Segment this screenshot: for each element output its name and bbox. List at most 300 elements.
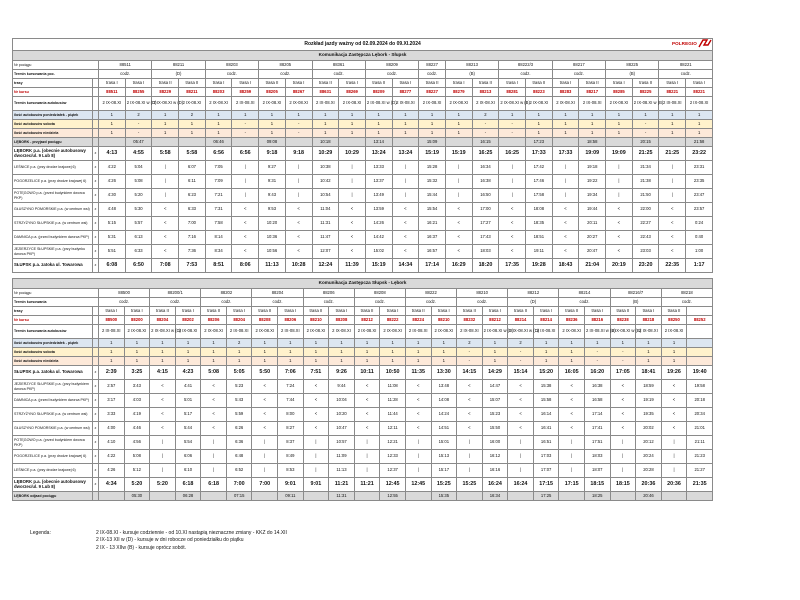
departure-time: 7:53: [179, 259, 206, 273]
departure-time: |: [499, 161, 526, 175]
buses-sunday-cell: 1: [533, 357, 559, 366]
departure-time: |: [152, 161, 179, 175]
departure-time: 19:19: [636, 394, 662, 408]
departure-time: 5:20: [125, 189, 152, 203]
departure-time: 19:26: [661, 366, 687, 380]
departure-time: <: [559, 408, 585, 422]
stop-row: [13, 147, 713, 161]
departure-time: 21:25: [632, 147, 659, 161]
departure-time: 6:48: [226, 450, 252, 464]
departure-time: |: [606, 161, 633, 175]
buses-weekday-cell: 1: [659, 111, 686, 120]
buses-weekday-cell: 1: [431, 339, 457, 348]
buses-saturday: [13, 120, 713, 129]
departure-time: 13:24: [392, 147, 419, 161]
train-number: 88211: [152, 61, 205, 70]
train-arrival-cell: 18:58: [579, 138, 606, 147]
course-number-cell: 88232: [457, 316, 483, 325]
departure-time: 9:31: [259, 175, 286, 189]
departure-time: 16:12: [482, 450, 508, 464]
departure-time: 18:20: [472, 259, 499, 273]
course-number-cell: 88211: [179, 88, 206, 97]
buses-saturday-cell: 1: [365, 120, 392, 129]
stop-name: STRZYŻYNO SŁUPSKIE p.a. (w centrum wsi): [13, 217, 93, 231]
departure-time: 16:41: [533, 422, 559, 436]
departure-time: <: [405, 408, 431, 422]
departure-time: 21:01: [687, 422, 713, 436]
departure-time: <: [354, 408, 380, 422]
route-variant-cell: trasa I: [380, 307, 406, 316]
course-number-cell: 88252: [687, 316, 713, 325]
buses-weekday-cell: 1: [354, 339, 380, 348]
row-label: ilość autobusów sobota: [13, 120, 93, 129]
train-departure-cell: [687, 492, 713, 501]
departure-time: |: [610, 464, 636, 478]
bus-days: [13, 97, 713, 111]
departure-time: 17:27: [472, 217, 499, 231]
departure-time: 6:33: [125, 245, 152, 259]
departure-time: 20:28: [636, 464, 662, 478]
row-label: ilość autobusów poniedziałek - piątek: [13, 111, 93, 120]
train-number: 88222/3: [499, 61, 552, 70]
service-days-row: [13, 298, 713, 307]
departure-time: 17:35: [499, 259, 526, 273]
train-number: 88213: [445, 61, 498, 70]
departure-time: 16:34: [472, 161, 499, 175]
departure-time: 21:11: [687, 436, 713, 450]
marker: z: [93, 245, 99, 259]
departure-time: 14:15: [457, 366, 483, 380]
buses-weekday-cell: 1: [201, 339, 227, 348]
timetable-lebork-slupsk: [12, 38, 713, 273]
buses-saturday-cell: 1: [606, 120, 633, 129]
train-departure-cell: [354, 492, 380, 501]
train-departure-cell: 09:11: [278, 492, 304, 501]
departure-time: 22:35: [659, 259, 686, 273]
train-number: 88227: [419, 61, 446, 70]
train-arrival-cell: [179, 138, 206, 147]
departure-time: 6:50: [125, 259, 152, 273]
departure-time: 19:58: [687, 380, 713, 394]
buses-weekday-cell: 1: [329, 339, 355, 348]
departure-time: 16:14: [533, 408, 559, 422]
departure-time: 4:19: [124, 408, 150, 422]
course-number-cell: 88631: [312, 88, 339, 97]
buses-sunday-cell: -: [499, 129, 526, 138]
service-days: (D): [152, 70, 205, 79]
course-number-cell: 88221: [659, 88, 686, 97]
departure-time: <: [508, 422, 534, 436]
departure-time: <: [499, 231, 526, 245]
buses-saturday-cell: -: [472, 120, 499, 129]
marker: z: [93, 147, 99, 161]
buses-sunday-cell: 1: [559, 357, 585, 366]
buses-weekday-cell: 1: [205, 111, 232, 120]
departure-time: 15:23: [482, 408, 508, 422]
departure-time: <: [354, 394, 380, 408]
departure-time: 17:15: [533, 478, 559, 492]
service-days: codz.: [99, 298, 150, 307]
departure-time: 5:23: [226, 380, 252, 394]
departure-time: 16:16: [482, 464, 508, 478]
departure-time: 8:06: [232, 259, 259, 273]
buses-sunday-cell: 1: [606, 129, 633, 138]
stop-name: LEŚNICE p.a. (przy drodze krajowej 6): [13, 161, 93, 175]
departure-time: <: [252, 380, 278, 394]
departure-time: 15:19: [445, 147, 472, 161]
stop-row: [13, 450, 713, 464]
departure-time: 11:13: [259, 259, 286, 273]
course-number-cell: 88227: [419, 88, 446, 97]
bus-days-cell: 2 IX-08.XI: [278, 325, 304, 339]
buses-sunday-cell: 1: [392, 129, 419, 138]
timetable-sheet: [12, 38, 712, 501]
departure-time: 4:22: [99, 450, 125, 464]
buses-sunday-cell: 1: [150, 357, 176, 366]
departure-time: 2:39: [99, 366, 125, 380]
route-variant-cell: trasa I: [533, 307, 559, 316]
service-days: codz.: [419, 70, 446, 79]
bus-days-cell: 2 IX-08.XI w (D): [508, 325, 534, 339]
departure-time: 23:31: [686, 161, 713, 175]
departure-time: 4:30: [99, 189, 126, 203]
departure-time: 19:22: [579, 175, 606, 189]
course-number-cell: 88214: [508, 316, 534, 325]
bus-days-cell: 2 IX-08.XI: [636, 325, 662, 339]
buses-weekday-cell: 1: [499, 111, 526, 120]
train-number: 88208: [354, 289, 405, 298]
train-departure-cell: 17:25: [533, 492, 559, 501]
bus-days-cell: 2 IX-08.XI: [552, 97, 579, 111]
route-row: [13, 279, 713, 289]
departure-time: 6:13: [125, 231, 152, 245]
bus-days-cell: 2 IX-08.XI: [533, 325, 559, 339]
departure-time: 14:29: [482, 366, 508, 380]
departure-time: 10:29: [312, 147, 339, 161]
departure-time: 5:31: [99, 231, 126, 245]
route-variant-cell: trasa I: [99, 307, 125, 316]
train-number: 88511: [99, 61, 152, 70]
stop-name: GŁUSZYNO POMORSKIE p.a. (w centrum wsi): [13, 203, 93, 217]
buses-saturday-cell: 1: [354, 348, 380, 357]
legend-line: 2 IX - 13 XIIw (B) - kursuje oprócz sobót.: [96, 544, 187, 551]
departure-time: <: [303, 408, 329, 422]
buses-weekday-cell: 1: [365, 111, 392, 120]
departure-time: <: [354, 422, 380, 436]
train-departure-cell: [661, 492, 687, 501]
marker: z: [93, 422, 99, 436]
departure-time: 17:07: [533, 464, 559, 478]
row-label: Nr pociągu: [13, 61, 99, 70]
departure-time: 7:58: [205, 217, 232, 231]
train-number: 88221: [659, 61, 713, 70]
departure-time: 13:30: [431, 366, 457, 380]
buses-weekday-cell: 1: [445, 111, 472, 120]
departure-time: <: [232, 245, 259, 259]
train-number: 88222: [405, 289, 456, 298]
service-days: codz.: [312, 70, 365, 79]
buses-weekday-cell: 1: [252, 339, 278, 348]
train-departure-cell: 11:31: [329, 492, 355, 501]
departure-time: 4:48: [99, 203, 126, 217]
departure-time: 16:37: [419, 231, 446, 245]
departure-time: 6:52: [226, 464, 252, 478]
departure-time: 8:27: [278, 422, 304, 436]
departure-time: 11:08: [380, 380, 406, 394]
departure-time: <: [457, 380, 483, 394]
route-variant-cell: trasa I: [482, 307, 508, 316]
departure-time: <: [392, 217, 419, 231]
departure-time: <: [508, 408, 534, 422]
departure-time: <: [285, 203, 312, 217]
row-label: Nr kursu: [13, 316, 93, 325]
train-arrival-cell: [606, 138, 633, 147]
stop-row: [13, 161, 713, 175]
bus-days-cell: 2 IX-08.XI w (B): [499, 97, 526, 111]
stop-name: LEŚNICE p.a. (przy drodze krajowej 6): [13, 464, 93, 478]
route-variant: [13, 79, 713, 88]
route-row: [13, 51, 713, 61]
departure-time: |: [457, 436, 483, 450]
departure-time: 10:04: [329, 394, 355, 408]
buses-sunday-cell: 1: [312, 129, 339, 138]
stop-row: [13, 217, 713, 231]
buses-saturday-cell: -: [125, 120, 152, 129]
stop-name: SŁUPSK p.a. zatoka ul. Towarowa: [13, 259, 93, 273]
marker: z: [93, 203, 99, 217]
buses-saturday-cell: 1: [150, 348, 176, 357]
departure-time: 19:44: [579, 203, 606, 217]
course-number-cell: 88500: [99, 316, 125, 325]
departure-time: 6:26: [226, 422, 252, 436]
departure-time: <: [552, 231, 579, 245]
buses-sunday-cell: -: [285, 129, 312, 138]
train-departure-cell: [99, 492, 125, 501]
marker: z: [93, 259, 99, 273]
departure-time: 5:05: [226, 366, 252, 380]
buses-sunday-cell: -: [125, 129, 152, 138]
buses-weekday-cell: 1: [339, 111, 366, 120]
route-variant-cell: trasa I: [205, 79, 232, 88]
departure-time: 7:21: [205, 189, 232, 203]
buses-saturday-cell: 1: [175, 348, 201, 357]
train-arrival-cell: [152, 138, 179, 147]
bus-days-cell: 2 IX-08.XI w (D): [125, 97, 152, 111]
departure-time: |: [303, 450, 329, 464]
train-number: 88200/1: [150, 289, 201, 298]
departure-time: |: [252, 464, 278, 478]
departure-time: 7:06: [278, 366, 304, 380]
train-number: 88214: [559, 289, 610, 298]
departure-time: 15:44: [419, 189, 446, 203]
departure-time: |: [339, 189, 366, 203]
departure-time: |: [232, 175, 259, 189]
marker: z: [93, 161, 99, 175]
departure-time: 14:47: [482, 380, 508, 394]
buses-weekday: [13, 339, 713, 348]
buses-weekday-cell: 1: [419, 111, 446, 120]
buses-saturday-cell: [687, 348, 713, 357]
departure-time: |: [232, 161, 259, 175]
course-number-cell: 88221: [686, 88, 713, 97]
departure-time: 10:11: [354, 366, 380, 380]
legend-lines: [96, 530, 287, 552]
departure-time: 4:00: [99, 422, 125, 436]
departure-time: 5:08: [124, 450, 150, 464]
marker: z: [93, 394, 99, 408]
departure-time: <: [499, 217, 526, 231]
departure-time: 14:24: [431, 408, 457, 422]
departure-time: |: [152, 175, 179, 189]
buses-weekday-cell: 1: [632, 111, 659, 120]
departure-time: |: [354, 464, 380, 478]
buses-weekday-cell: 2: [472, 111, 499, 120]
stop-row: [13, 189, 713, 203]
service-days: codz.: [150, 298, 201, 307]
departure-time: 20:24: [636, 450, 662, 464]
stop-row: [13, 478, 713, 492]
departure-time: <: [445, 203, 472, 217]
train-departure-cell: [457, 492, 483, 501]
departure-time: |: [661, 436, 687, 450]
bus-days-cell: 2 IX-08.XI: [205, 97, 232, 111]
departure-time: 4:26: [99, 464, 125, 478]
marker: z: [93, 436, 99, 450]
stop-name: LĘBORK p.a. (obecnie autobusowy dworzec/ul. 9 Lub 8): [13, 478, 93, 492]
departure-time: 20:36: [636, 478, 662, 492]
stop-name: POTĘGOWO p.a. (przed budynkiem dworca PKP): [13, 436, 93, 450]
course-number-cell: 88208: [252, 316, 278, 325]
route-variant-cell: trasa II: [632, 79, 659, 88]
departure-time: |: [152, 189, 179, 203]
service-days: codz.: [661, 298, 712, 307]
departure-time: |: [661, 450, 687, 464]
departure-time: 4:10: [99, 436, 125, 450]
bus-days-cell: 2 IX-08.XI: [303, 325, 329, 339]
bus-days-cell: 2 IX-08.XI: [579, 97, 606, 111]
buses-weekday-cell: 1: [606, 111, 633, 120]
bus-days-cell: 2 IX-08.XI: [329, 325, 355, 339]
route-variant-cell: trasa I: [686, 79, 713, 88]
departure-time: 9:18: [259, 147, 286, 161]
departure-time: |: [552, 189, 579, 203]
train-departure-cell: 20:46: [636, 492, 662, 501]
departure-time: 5:20: [124, 478, 150, 492]
buses-weekday-cell: 1: [150, 339, 176, 348]
departure-time: |: [150, 436, 176, 450]
bus-days-cell: 2 IX-08.XI: [99, 325, 125, 339]
departure-time: 1:17: [686, 259, 713, 273]
departure-time: <: [552, 203, 579, 217]
departure-time: 14:26: [365, 217, 392, 231]
departure-time: |: [354, 436, 380, 450]
train-arrival-cell: 10:18: [312, 138, 339, 147]
course-number-cell: 88205: [259, 88, 286, 97]
row-label: ilość autobusów niedziela: [13, 357, 93, 366]
departure-time: <: [150, 394, 176, 408]
departure-time: <: [559, 394, 585, 408]
stop-row: [13, 175, 713, 189]
course-number-cell: 88225: [632, 88, 659, 97]
departure-time: 19:35: [636, 408, 662, 422]
departure-time: 8:53: [278, 464, 304, 478]
course-number-cell: 88223: [526, 88, 553, 97]
train-arrival-cell: 06:46: [205, 138, 232, 147]
departure-time: 6:11: [179, 175, 206, 189]
departure-time: |: [150, 450, 176, 464]
buses-sunday-cell: -: [232, 129, 259, 138]
departure-time: 16:38: [472, 175, 499, 189]
departure-time: 20:36: [661, 478, 687, 492]
departure-time: <: [303, 422, 329, 436]
buses-weekday-cell: 2: [125, 111, 152, 120]
departure-time: 6:07: [179, 161, 206, 175]
buses-weekday-cell: 1: [259, 111, 286, 120]
departure-time: |: [499, 175, 526, 189]
departure-time: <: [661, 380, 687, 394]
buses-saturday-cell: 1: [312, 120, 339, 129]
departure-time: 17:00: [472, 203, 499, 217]
buses-saturday-cell: -: [610, 348, 636, 357]
buses-saturday-cell: 1: [99, 348, 125, 357]
departure-time: 23:20: [632, 259, 659, 273]
title-row: [13, 39, 713, 51]
departure-time: 0:24: [686, 217, 713, 231]
train-arrival-cell: 13:14: [365, 138, 392, 147]
departure-time: 11:21: [354, 478, 380, 492]
departure-time: 4:46: [124, 422, 150, 436]
departure-time: <: [606, 231, 633, 245]
departure-time: <: [354, 380, 380, 394]
departure-time: |: [252, 436, 278, 450]
departure-time: |: [392, 189, 419, 203]
departure-time: |: [201, 436, 227, 450]
logo-text: POLREGIO: [671, 41, 697, 46]
departure-time: 15:14: [508, 366, 534, 380]
bus-days-cell: 2 IX-08.XI: [259, 97, 286, 111]
departure-time: 16:24: [482, 478, 508, 492]
departure-time: 9:01: [303, 478, 329, 492]
bus-days-cell: 2 IX-08.XI: [124, 325, 150, 339]
buses-weekday-cell: 1: [99, 339, 125, 348]
departure-time: 14:08: [431, 394, 457, 408]
departure-time: 20:47: [579, 245, 606, 259]
train-departure-cell: [150, 492, 176, 501]
marker: z: [93, 450, 99, 464]
marker: z: [93, 464, 99, 478]
departure-time: 20:19: [606, 259, 633, 273]
departure-time: 17:14: [419, 259, 446, 273]
departure-time: 8:00: [278, 408, 304, 422]
departure-time: <: [610, 380, 636, 394]
departure-time: 12:11: [380, 422, 406, 436]
departure-time: <: [508, 394, 534, 408]
departure-time: 17:41: [584, 422, 610, 436]
stop-row: [13, 231, 713, 245]
departure-time: |: [606, 189, 633, 203]
buses-saturday-cell: 1: [636, 348, 662, 357]
row-label: Nr kursu: [13, 88, 93, 97]
departure-time: 22:00: [632, 203, 659, 217]
train-number: 88202: [201, 289, 252, 298]
departure-time: |: [552, 161, 579, 175]
departure-time: 3:25: [124, 366, 150, 380]
buses-weekday-cell: 1: [175, 339, 201, 348]
bus-days-cell: 2 IX-08.XI: [226, 325, 252, 339]
bus-days-cell: 2 IX-08.XI: [431, 325, 457, 339]
departure-time: 20:34: [687, 408, 713, 422]
train-number-row: [13, 289, 713, 298]
